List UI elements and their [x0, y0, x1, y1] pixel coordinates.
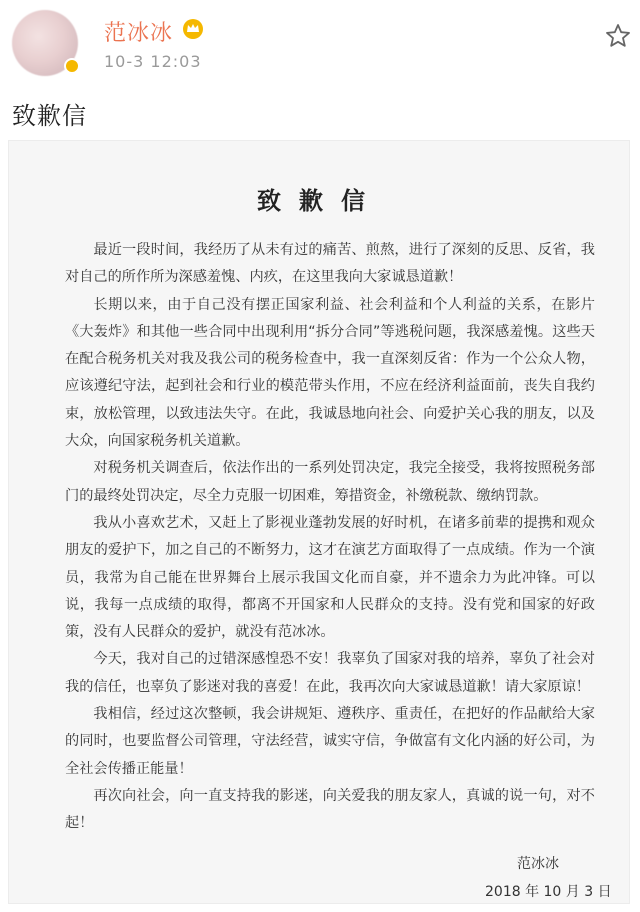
- apology-letter-image[interactable]: [8, 140, 630, 904]
- letter-paragraph: 今天，我对自己的过错深感惶恐不安！我辜负了国家对我的培养，辜负了社会对我的信任，也辜负了影迷对我的喜爱！在此，我再次向大家诚恳道歉！请大家原谅！: [65, 651, 595, 695]
- letter-paragraph: 对税务机关调查后，依法作出的一系列处罚决定，我完全接受，我将按照税务部门的最终处罚决定，尽全力克服一切困难，筹措资金，补缴税款、缴纳罚款。: [65, 460, 595, 504]
- username[interactable]: 范冰冰: [104, 21, 174, 46]
- star-outline-icon[interactable]: [604, 22, 632, 50]
- post-timestamp[interactable]: 10-3 12:03: [104, 52, 202, 71]
- letter-paragraph: 最近一段时间，我经历了从未有过的痛苦、煎熬，进行了深刻的反思、反省，我对自己的所作所为深感羞愧、内疚，在这里我向大家诚恳道歉！: [65, 242, 595, 286]
- crown-badge-icon: [182, 18, 204, 40]
- letter-date: 2018 年 10 月 3 日: [485, 884, 612, 900]
- post-header: [0, 0, 640, 80]
- letter-paragraph: 长期以来，由于自己没有摆正国家利益、社会利益和个人利益的关系，在影片《大轰炸》和其他一些合同中出现利用“拆分合同”等逃税问题，我深感羞愧。这些天在配合税务机关对我及我公司的税务检查中，我一直深刻反省：作为一个公众人物，应该遵纪守法，起到社会和行业的模范带头作用，不应在经济利益面前，丧失自我约束，放松管理，以致违法失守。在此，我诚恳地向社会、向爱护关心我的朋友，以及大众，向国家税务机关道歉。: [65, 296, 595, 450]
- letter-paragraph: 我相信，经过这次整顿，我会讲规矩、遵秩序、重责任，在把好的作品献给大家的同时，也要监督公司管理，守法经营，诚实守信，争做富有文化内涵的好公司，为全社会传播正能量！: [65, 706, 595, 777]
- letter-title: 致歉信: [257, 187, 383, 215]
- letter-paragraph: 我从小喜欢艺术，又赶上了影视业蓬勃发展的好时机，在诸多前辈的提携和观众朋友的爱护下，加之自己的不断努力，这才在演艺方面取得了一点成绩。作为一个演员，我常为自己能在世界舞台上展示我国文化而自豪，并不遗余力为此冲锋。可以说，我每一点成绩的取得，都离不开国家和人民群众的支持。没有党和国家的好政策，没有人民群众的爱护，就没有范冰冰。: [65, 514, 595, 641]
- letter-paragraph: 再次向社会，向一直支持我的影迷，向关爱我的朋友家人，真诚的说一句，对不起！: [65, 787, 595, 832]
- letter-body: [65, 237, 595, 838]
- letter-signature: 范冰冰: [517, 856, 559, 872]
- post-text: 致歉信: [12, 102, 87, 130]
- verified-badge-icon: [64, 58, 80, 74]
